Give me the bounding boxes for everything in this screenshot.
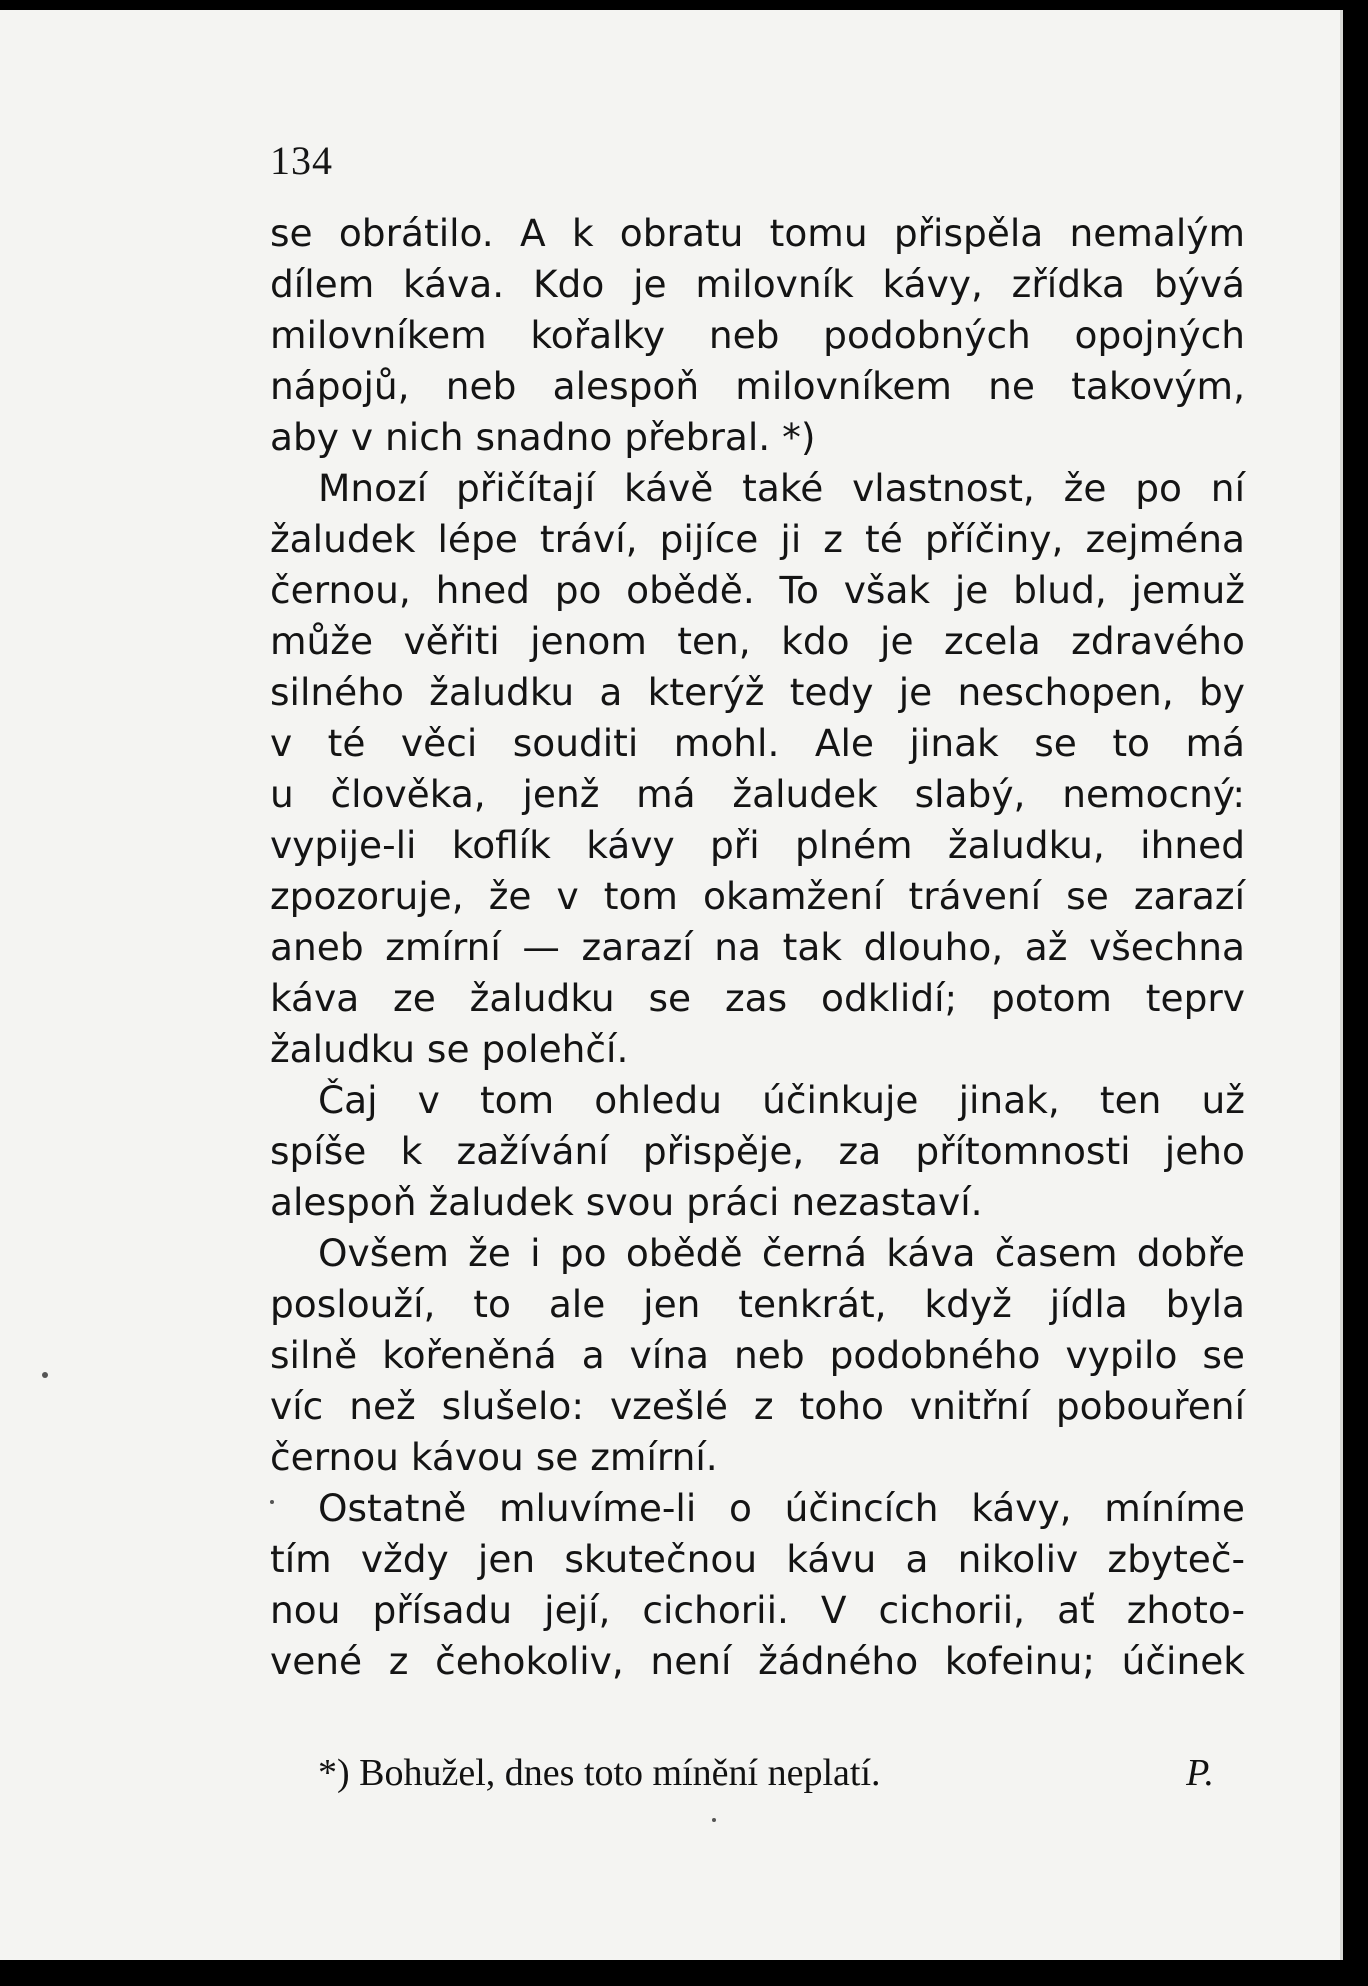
paper-speck xyxy=(42,1372,48,1378)
text-line: nápojů, neb alespoň milovníkem ne takovým, xyxy=(270,364,1245,408)
footnote-text: *) Bohužel, dnes toto mínění neplatí. xyxy=(318,1752,881,1794)
text-line: žaludek lépe tráví, pijíce ji z té příčiny, zejména xyxy=(270,517,1245,561)
text-line: aby v nich snadno přebral. *) xyxy=(270,415,816,459)
text-line: silně kořeněná a vína neb podobného vypilo se xyxy=(270,1333,1245,1377)
text-line: u člověka, jenž má žaludek slabý, nemocný: xyxy=(270,772,1245,816)
text-line: silného žaludku a kterýž tedy je neschopen, by xyxy=(270,670,1245,714)
text-line: žaludku se polehčí. xyxy=(270,1027,629,1071)
text-line: vené z čehokoliv, není žádného kofeinu; účinek xyxy=(270,1639,1245,1683)
text-line: víc než slušelo: vzešlé z toho vnitřní pobouření xyxy=(270,1384,1245,1428)
text-line: spíše k zažívání přispěje, za přítomnosti jeho xyxy=(270,1129,1245,1173)
text-line: káva ze žaludku se zas odklidí; potom teprv xyxy=(270,976,1245,1020)
text-line: dílem káva. Kdo je milovník kávy, zřídka bývá xyxy=(270,262,1245,306)
text-line: černou, hned po obědě. To však je blud, jemuž xyxy=(270,568,1245,612)
page-number: 134 xyxy=(270,138,333,183)
text-line: alespoň žaludek svou práci nezastaví. xyxy=(270,1180,983,1224)
text-line: tím vždy jen skutečnou kávu a nikoliv zbyteč- xyxy=(270,1537,1245,1581)
text-line: poslouží, to ale jen tenkrát, když jídla byla xyxy=(270,1282,1245,1326)
text-line: Čaj v tom ohledu účinkuje jinak, ten už xyxy=(318,1078,1245,1122)
text-line: může věřiti jenom ten, kdo je zcela zdravého xyxy=(270,619,1245,663)
paper-speck xyxy=(712,1818,716,1822)
body-text xyxy=(270,208,1245,1687)
footnote-signature: P. xyxy=(1186,1752,1214,1794)
paper-speck xyxy=(270,1500,274,1504)
text-line: nou přísadu její, cichorii. V cichorii, ať zhoto- xyxy=(270,1588,1245,1632)
text-line: zpozoruje, že v tom okamžení trávení se zarazí xyxy=(270,874,1245,918)
text-line: aneb zmírní — zarazí na tak dlouho, až všechna xyxy=(270,925,1245,969)
text-line: Mnozí přičítají kávě také vlastnost, že po ní xyxy=(318,466,1245,510)
text-line: vypije-li koflík kávy při plném žaludku, ihned xyxy=(270,823,1245,867)
text-line: se obrátilo. A k obratu tomu přispěla nemalým xyxy=(270,211,1245,255)
text-line: milovníkem kořalky neb podobných opojných xyxy=(270,313,1245,357)
footnote xyxy=(318,1751,1214,1795)
text-line: černou kávou se zmírní. xyxy=(270,1435,718,1479)
text-line: Ovšem že i po obědě černá káva časem dobře xyxy=(318,1231,1245,1275)
text-line: v té věci souditi mohl. Ale jinak se to má xyxy=(270,721,1245,765)
text-line: Ostatně mluvíme-li o účincích kávy, míníme xyxy=(318,1486,1245,1530)
book-page xyxy=(0,10,1343,1960)
